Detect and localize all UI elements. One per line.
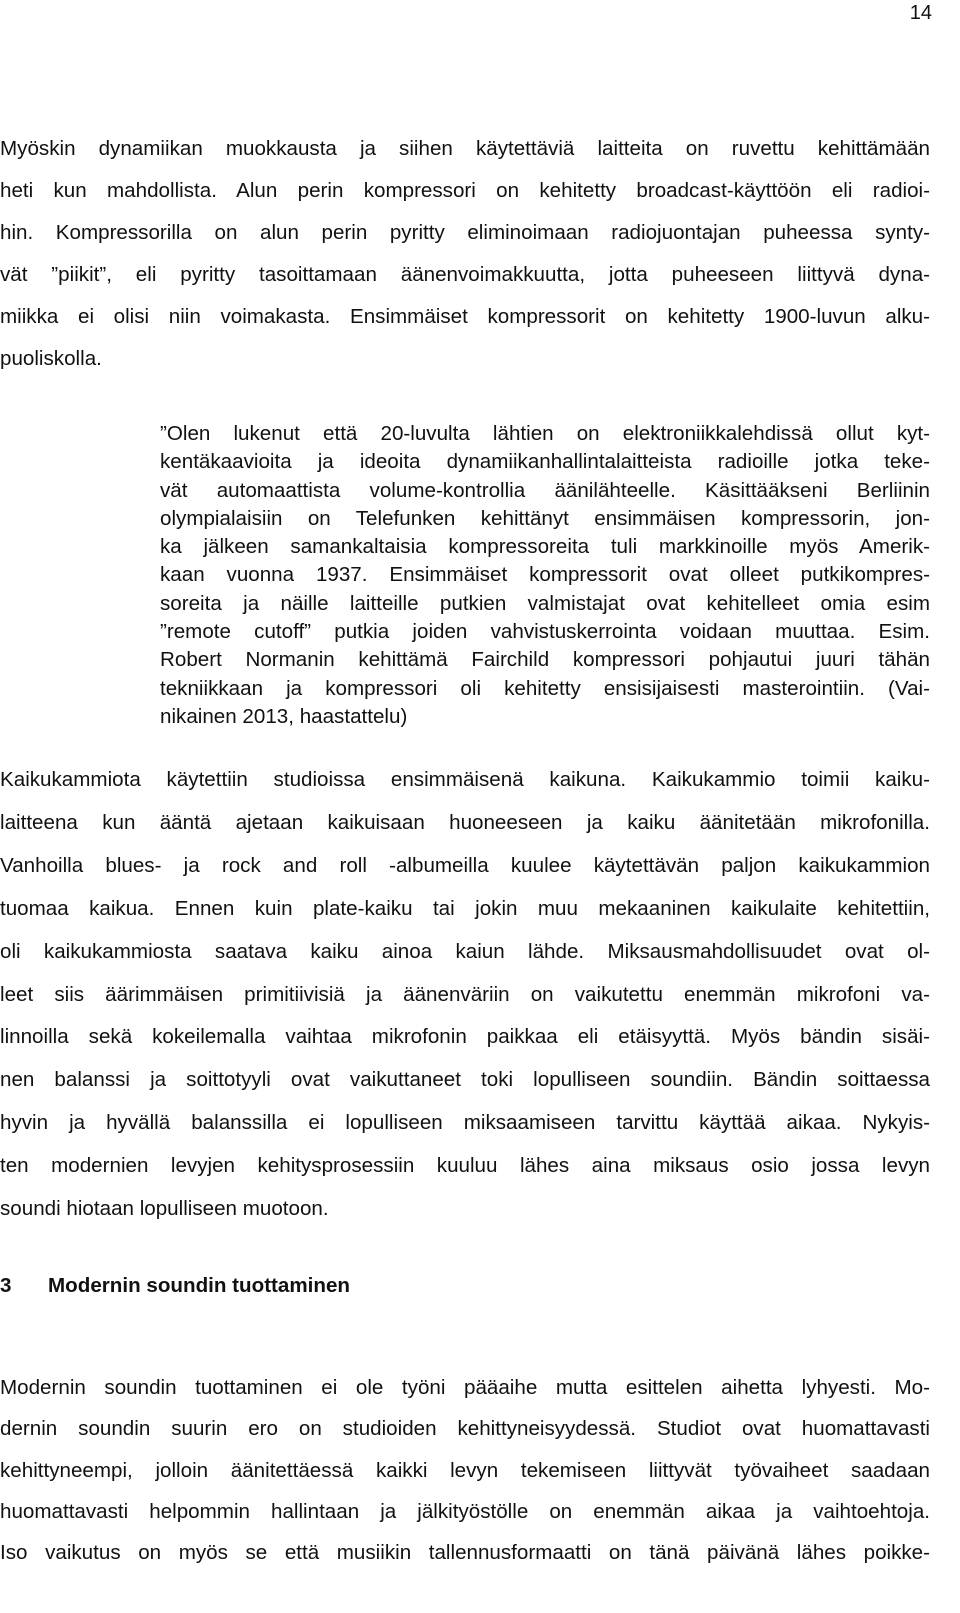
body-paragraph xyxy=(0,128,930,380)
section-number: 3 xyxy=(0,1274,12,1297)
quote-line: Robert Normanin kehittämä Fairchild kompressori pohjautui juuri tähän xyxy=(160,648,930,672)
text-line: leet siis äärimmäisen primitiivisiä ja äänenväriin on vaikutettu enemmän mikrofoni va- xyxy=(0,982,930,1006)
text-line: kehittyneempi, jolloin äänitettäessä kaikki levyn tekemiseen liittyvät työvaiheet saadaan xyxy=(0,1458,930,1482)
body-paragraph xyxy=(0,1367,930,1573)
text-line: Modernin soundin tuottaminen ei ole työni pääaihe mutta esittelen aihetta lyhyesti. Mo- xyxy=(0,1376,930,1399)
page-number: 14 xyxy=(909,2,932,24)
text-line: ten modernien levyjen kehitysprosessiin kuuluu lähes aina miksaus osio jossa levyn xyxy=(0,1154,930,1178)
quote-line: olympialaisiin on Telefunken kehittänyt ensimmäisen kompressorin, jon- xyxy=(160,506,930,530)
quote-line: ka jälkeen samankaltaisia kompressoreita tuli markkinoille myös Amerik- xyxy=(160,535,930,559)
quote-line: ”Olen lukenut että 20-luvulta lähtien on elektroniikkalehdissä ollut kyt- xyxy=(160,422,930,445)
text-line: Iso vaikutus on myös se että musiikin tallennusformaatti on tänä päivänä lähes poikke- xyxy=(0,1541,930,1565)
quote-line: vät automaattista volume-kontrollia äänilähteelle. Käsittääkseni Berliinin xyxy=(160,478,930,502)
text-line: Myöskin dynamiikan muokkausta ja siihen käytettäviä laitteita on ruvettu kehittämään xyxy=(0,137,930,160)
text-line: Vanhoilla blues- ja rock and roll -albumeilla kuulee käytettävän paljon kaikukammion xyxy=(0,853,930,877)
quote-line: kentäkaavioita ja ideoita dynamiikanhallintalaitteista radioille jotka teke- xyxy=(160,450,930,474)
section-heading xyxy=(0,1274,350,1298)
quote-line: soreita ja näille laitteille putkien valmistajat ovat kehitelleet omia esim xyxy=(160,591,930,615)
text-line: puoliskolla. xyxy=(0,347,102,370)
quote-line: ”remote cutoff” putkia joiden vahvistuskerrointa voidaan muuttaa. Esim. xyxy=(160,620,930,644)
text-line: linnoilla sekä kokeilemalla vaihtaa mikrofonin paikkaa eli etäisyyttä. Myös bändin sisäi- xyxy=(0,1025,930,1049)
text-line: tuomaa kaikua. Ennen kuin plate-kaiku tai jokin muu mekaaninen kaikulaite kehitettiin, xyxy=(0,896,930,920)
quote-line: nikainen 2013, haastattelu) xyxy=(160,704,408,728)
text-line: hyvin ja hyvällä balanssilla ei lopulliseen miksaamiseen tarvittu käyttää aikaa. Nykyis- xyxy=(0,1111,930,1135)
text-line: nen balanssi ja soittotyyli ovat vaikuttaneet toki lopulliseen soundiin. Bändin soittaessa xyxy=(0,1068,930,1092)
text-line: Kaikukammiota käytettiin studioissa ensimmäisenä kaikuna. Kaikukammio toimii kaiku- xyxy=(0,768,930,791)
text-line: miikka ei olisi niin voimakasta. Ensimmäiset kompressorit on kehitetty 1900-luvun alku- xyxy=(0,305,930,328)
section-title: Modernin soundin tuottaminen xyxy=(48,1274,351,1297)
body-paragraph xyxy=(0,759,930,1231)
quote-line: kaan vuonna 1937. Ensimmäiset kompressorit ovat olleet putkikompres- xyxy=(160,563,930,587)
text-line: huomattavasti helpommin hallintaan ja jälkityöstölle on enemmän aikaa ja vaihtoehtoja. xyxy=(0,1499,930,1523)
text-line: soundi hiotaan lopulliseen muotoon. xyxy=(0,1197,329,1221)
text-line: oli kaikukammiosta saatava kaiku ainoa kaiun lähde. Miksausmahdollisuudet ovat ol- xyxy=(0,939,930,963)
text-line: dernin soundin suurin ero on studioiden kehittyneisyydessä. Studiot ovat huomattavasti xyxy=(0,1417,930,1441)
text-line: hin. Kompressorilla on alun perin pyritty eliminoimaan radiojuontajan puheessa synty- xyxy=(0,221,930,244)
text-line: heti kun mahdollista. Alun perin kompressori on kehitetty broadcast-käyttöön eli radioi- xyxy=(0,179,930,202)
text-line: laitteena kun ääntä ajetaan kaikuisaan huoneeseen ja kaiku äänitetään mikrofonilla. xyxy=(0,810,930,834)
block-quote xyxy=(160,420,930,731)
quote-line: tekniikkaan ja kompressori oli kehitetty ensisijaisesti masterointiin. (Vai- xyxy=(160,676,930,700)
text-line: vät ”piikit”, eli pyritty tasoittamaan äänenvoimakkuutta, jotta puheeseen liittyvä dyna- xyxy=(0,263,930,286)
